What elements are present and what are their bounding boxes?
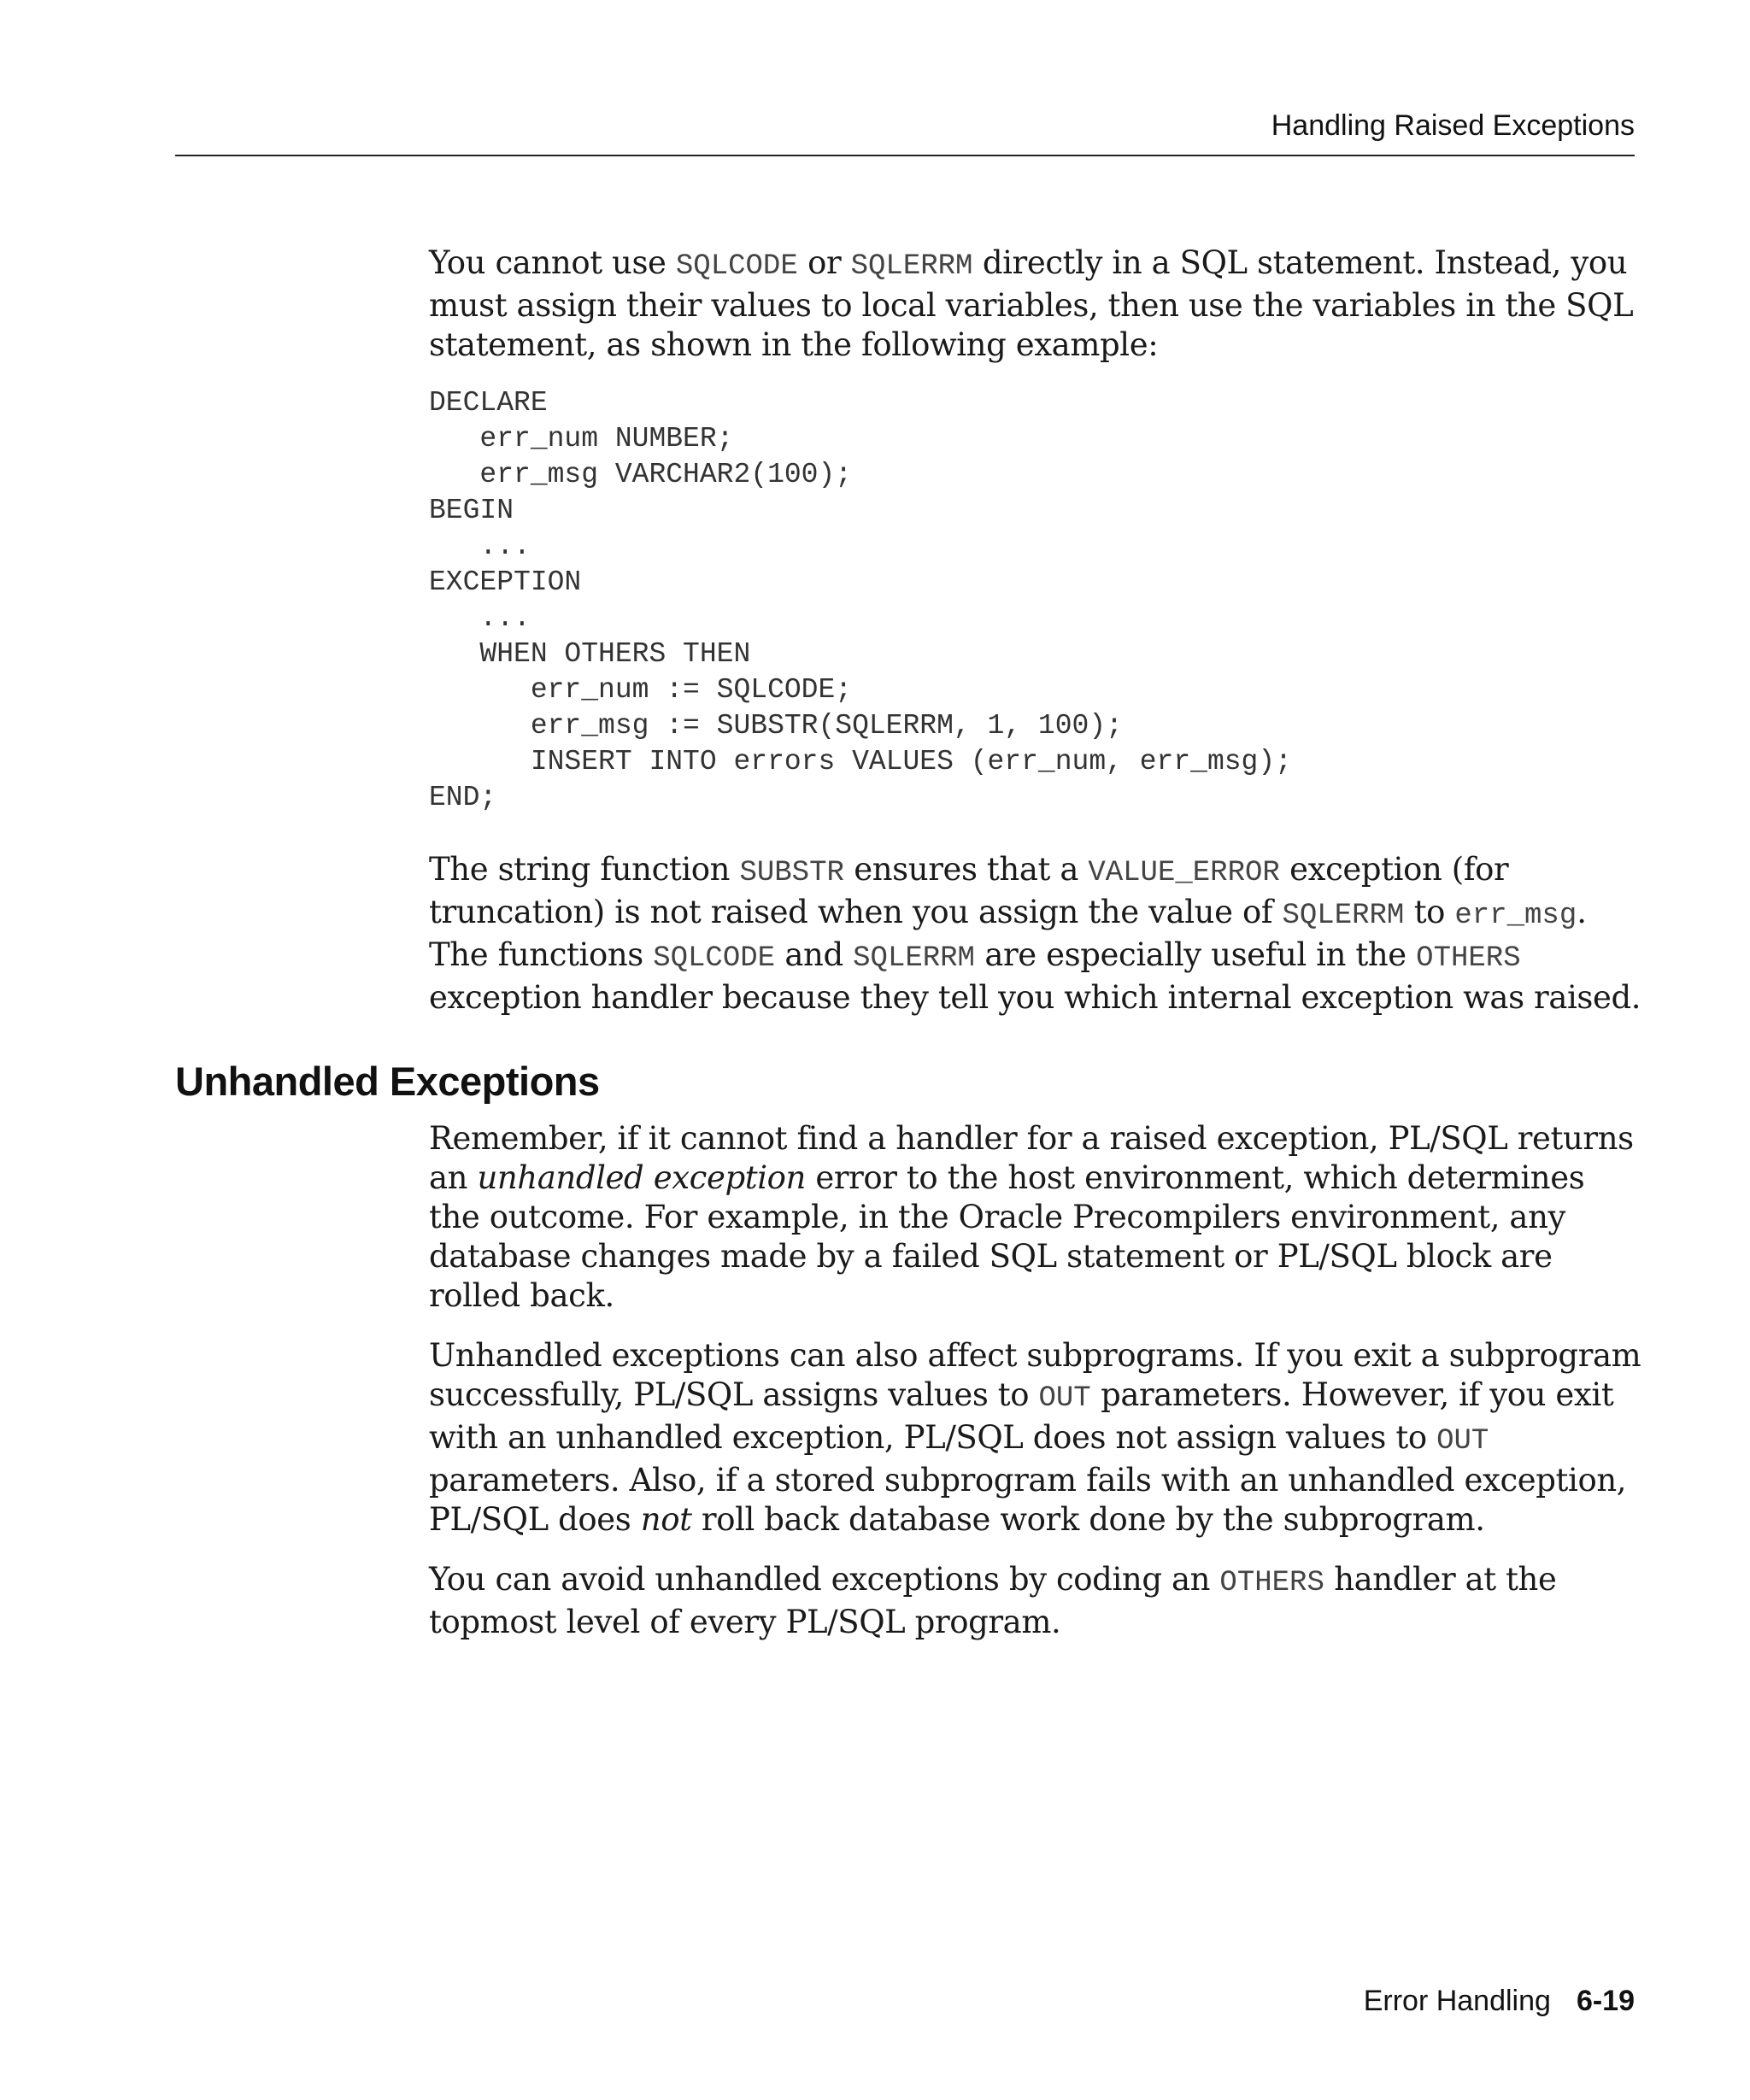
inline-code: SQLERRM xyxy=(850,250,973,283)
text: error to the host environment, which determines the outcome. For example, in the Oracle Precompilers environment, any database changes made by a failed SQL statement or PL/SQL block are rolled back. xyxy=(429,1159,1585,1314)
text: roll back database work done by the subprogram. xyxy=(691,1501,1485,1538)
code-line: WHEN OTHERS THEN xyxy=(429,638,751,670)
footer-chapter: Error Handling xyxy=(1363,1985,1551,2017)
text: parameters. Also, if a stored subprogram fails with an unhandled exception, PL/SQL does xyxy=(429,1462,1627,1538)
inline-code: OUT xyxy=(1436,1425,1489,1458)
code-line: err_num := SQLCODE; xyxy=(429,674,853,706)
paragraph-substr-explanation xyxy=(429,850,1642,1018)
code-line: BEGIN xyxy=(429,495,514,526)
inline-code: SQLCODE xyxy=(675,250,798,283)
inline-code: SQLERRM xyxy=(1282,900,1405,932)
page-number: 6-19 xyxy=(1576,1985,1635,2017)
text: and xyxy=(775,936,854,973)
text: handler at the topmost level of every PL/SQL program. xyxy=(429,1561,1557,1640)
inline-code: err_msg xyxy=(1454,900,1577,932)
paragraph-sqlcode-usage xyxy=(429,243,1642,365)
inline-code: SQLCODE xyxy=(653,942,776,975)
code-line: EXCEPTION xyxy=(429,566,582,598)
text: exception handler because they tell you which internal exception was raised. xyxy=(429,979,1641,1016)
text: You can avoid unhandled exceptions by coding an xyxy=(429,1561,1220,1598)
running-footer xyxy=(1364,1982,1635,2020)
text: . The functions xyxy=(429,894,1587,973)
text: parameters. However, if you exit with an unhandled exception, PL/SQL does not assign values to xyxy=(429,1376,1614,1456)
text: directly in a SQL statement. Instead, you must assign their values to local variables, then use the variables in the SQL statement, as shown in the following example: xyxy=(429,244,1634,363)
section-heading: Unhandled Exceptions xyxy=(175,1059,600,1104)
text: are especially useful in the xyxy=(974,936,1417,973)
paragraph-subprograms xyxy=(429,1336,1642,1540)
code-line: ... xyxy=(429,531,531,562)
code-example xyxy=(429,385,1642,816)
code-line: err_msg := SUBSTR(SQLERRM, 1, 100); xyxy=(429,710,1123,742)
code-line: err_msg VARCHAR2(100); xyxy=(429,459,853,490)
inline-code: OTHERS xyxy=(1219,1567,1324,1599)
code-line: ... xyxy=(429,602,531,634)
running-header xyxy=(175,107,1635,156)
inline-code: OTHERS xyxy=(1416,942,1521,975)
paragraph-avoid-unhandled xyxy=(429,1560,1642,1642)
emphasis: not xyxy=(640,1501,692,1538)
text: Unhandled exceptions can also affect subprograms. If you exit a subprogram successfully, PL/SQL assigns values to xyxy=(429,1337,1641,1413)
inline-code: VALUE_ERROR xyxy=(1088,857,1280,889)
text: Remember, if it cannot find a handler for a raised exception, PL/SQL returns an xyxy=(429,1120,1634,1196)
text: exception (for truncation) is not raised when you assign the value of xyxy=(429,851,1509,930)
main-content xyxy=(429,243,1642,1038)
section-content xyxy=(429,1119,1642,1663)
text: You cannot use xyxy=(429,244,676,281)
inline-code: SUBSTR xyxy=(739,857,844,889)
inline-code: SQLERRM xyxy=(853,942,975,975)
code-line: INSERT INTO errors VALUES (err_num, err_msg); xyxy=(429,746,1292,777)
paragraph-unhandled-intro xyxy=(429,1119,1642,1316)
text: to xyxy=(1404,894,1455,930)
emphasis: unhandled exception xyxy=(477,1159,806,1196)
text: The string function xyxy=(429,851,740,888)
text: ensures that a xyxy=(843,851,1089,888)
code-line: END; xyxy=(429,782,497,813)
running-header-title: Handling Raised Exceptions xyxy=(1271,109,1635,142)
code-line: DECLARE xyxy=(429,387,548,419)
text: or xyxy=(797,244,851,281)
inline-code: OUT xyxy=(1038,1382,1091,1415)
code-line: err_num NUMBER; xyxy=(429,423,734,455)
